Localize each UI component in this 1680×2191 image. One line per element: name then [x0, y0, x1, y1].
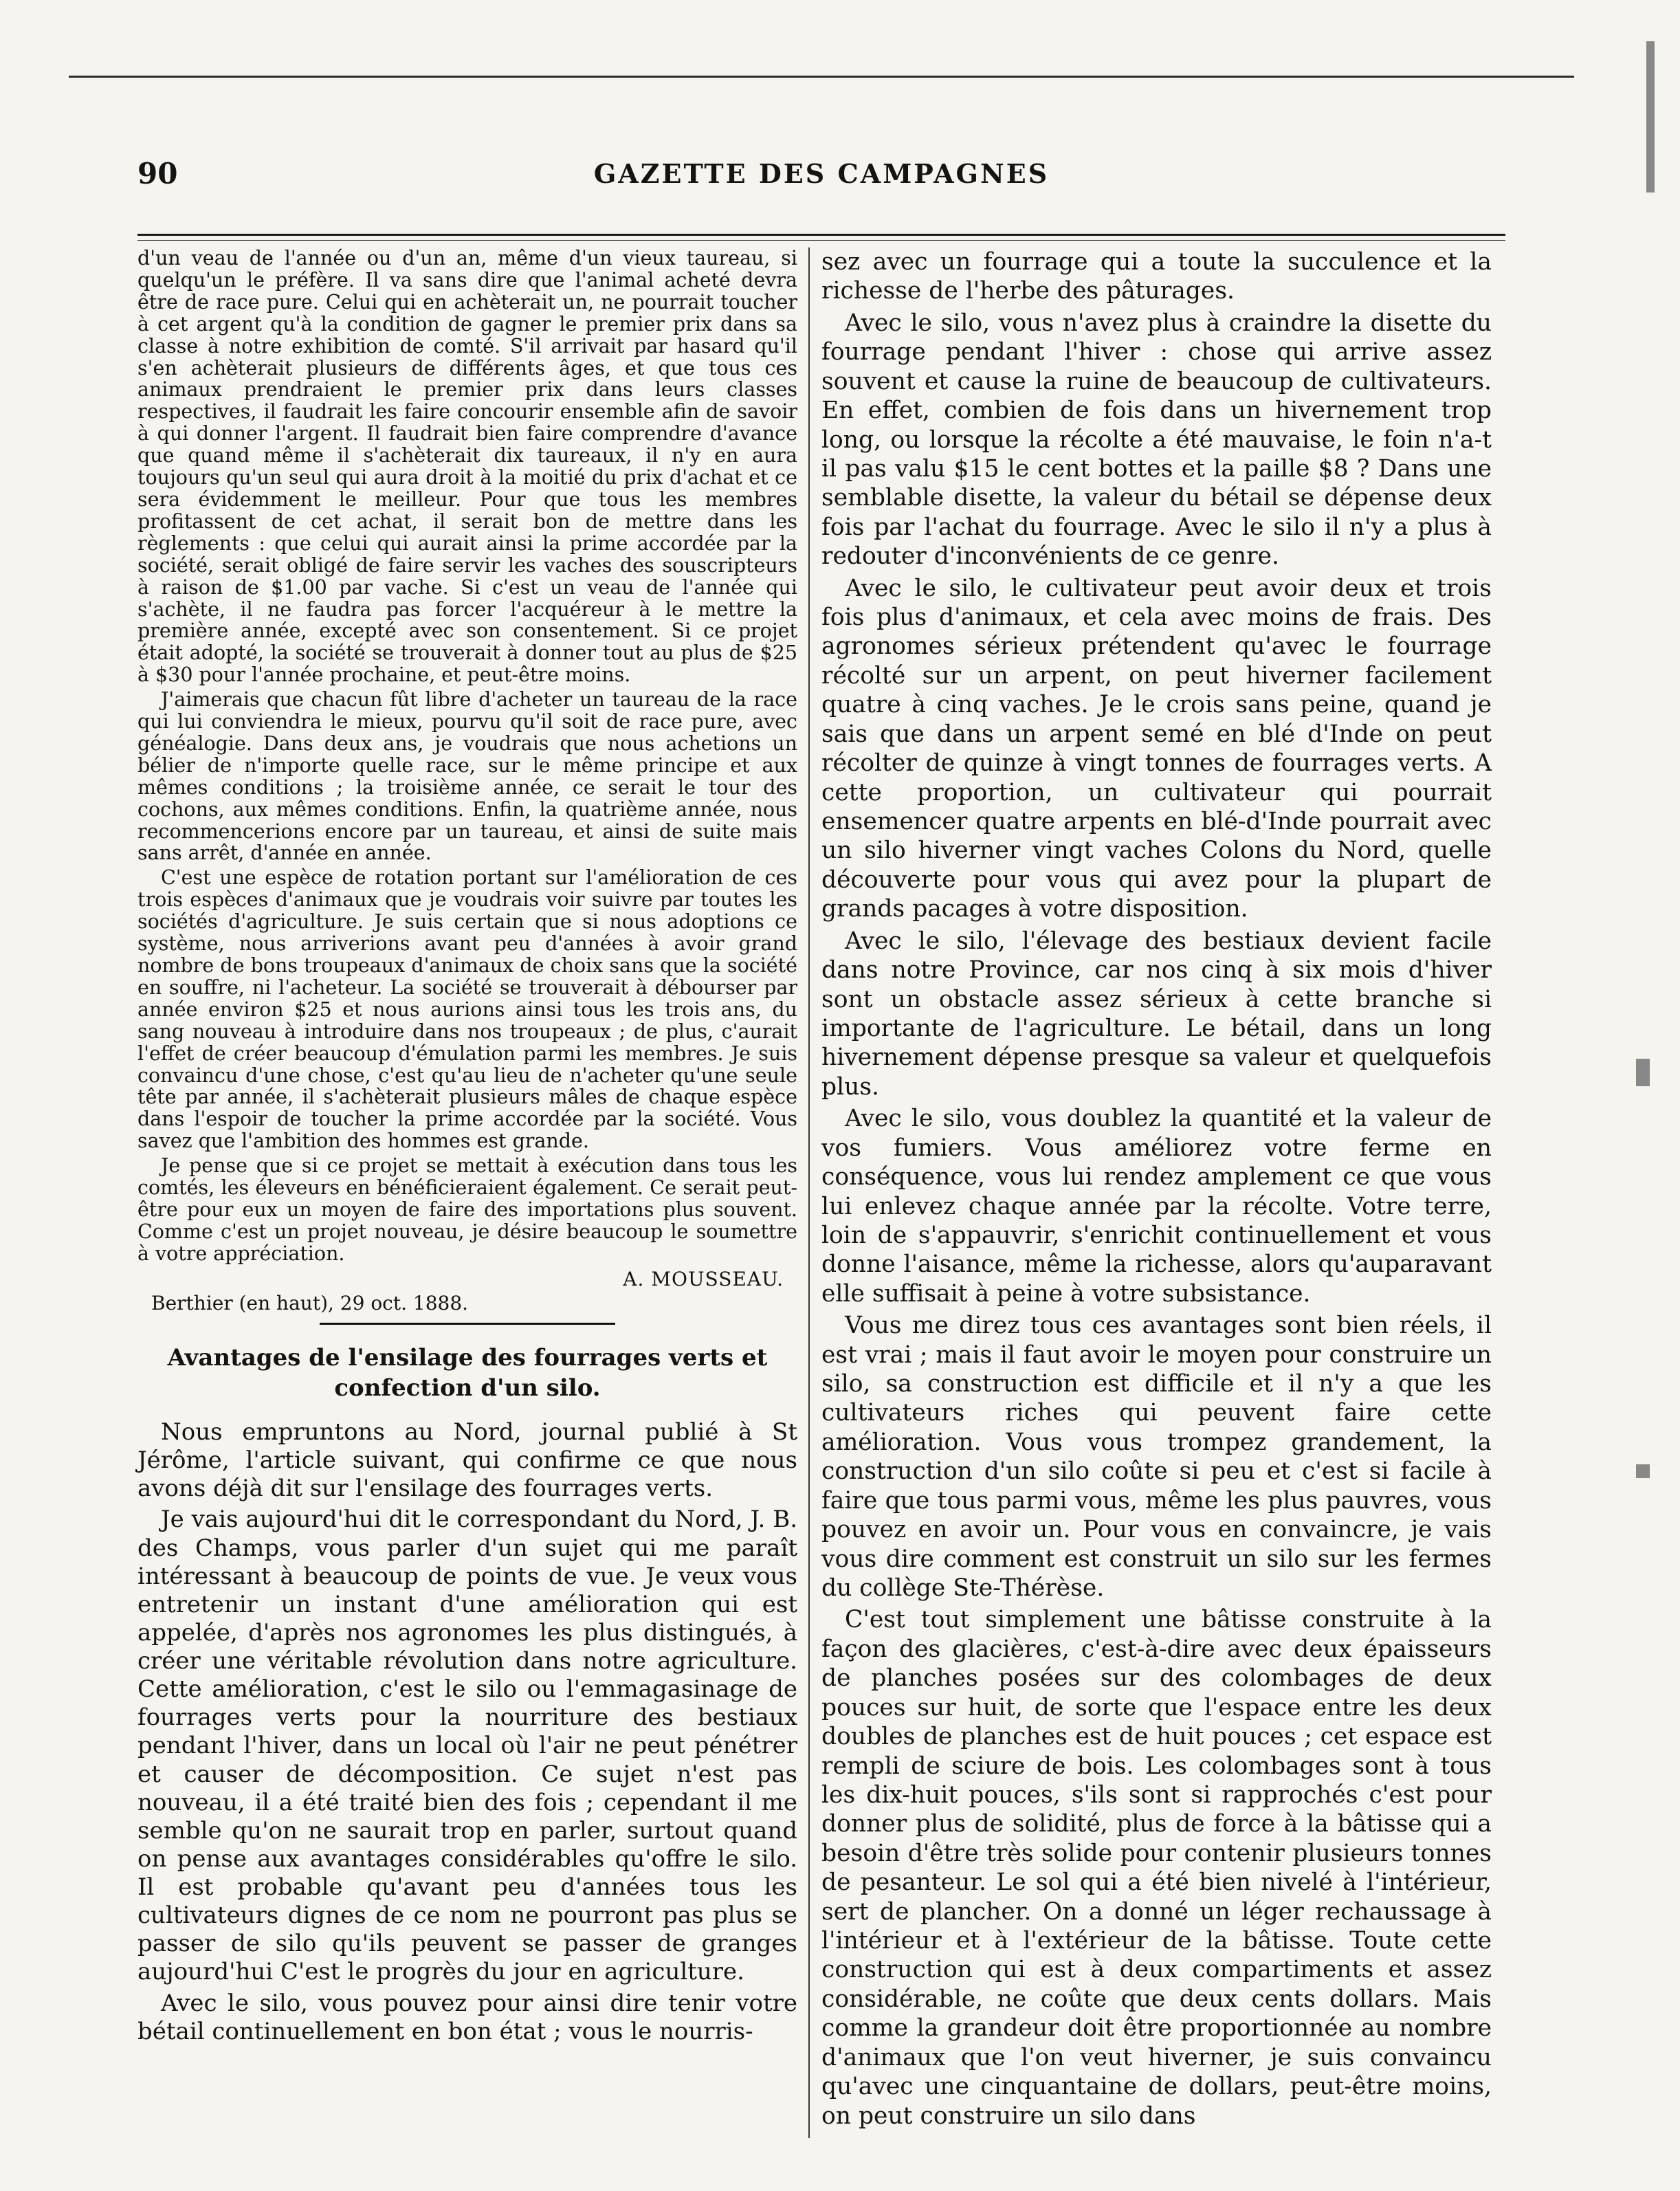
paragraph: Nous empruntons au Nord, journal publié à St Jérôme, l'article suivant, qui confirme ce que nous avons déjà dit sur l'ensilage des fourrages verts.: [137, 1418, 797, 1503]
binding-edge-mark: [1646, 41, 1655, 192]
binding-edge-mark: [1636, 1059, 1650, 1086]
header-rule: [137, 234, 1505, 241]
page-number: 90: [137, 157, 178, 190]
signature: A. MOUSSEAU.: [623, 1267, 784, 1290]
right-column: [821, 247, 1492, 2133]
paragraph: J'aimerais que chacun fût libre d'acheter un taureau de la race qui lui conviendra le mieux, pourvu qu'il soit de race pure, avec généalogie. Dans deux ans, je voudrais que nous achetions un bélier de n'importe quelle race, sur le même principe et aux mêmes conditions ; la troisième année, ce serait le tour des cochons, aux mêmes conditions. Enfin, la quatrième année, nous recommencerions encore par un taureau, et ainsi de suite mais sans arrêt, d'année en année.: [137, 688, 797, 865]
paragraph: sez avec un fourrage qui a toute la succulence et la richesse de l'herbe des pâturages.: [821, 248, 1492, 305]
page-header: [131, 157, 1512, 198]
paragraph: C'est tout simplement une bâtisse construite à la façon des glacières, c'est-à-dire avec deux épaisseurs de planches posées sur des colombages de deux pouces sur huit, de sorte que l'espace entre les deux doubles de planches est de huit pouces ; cet espace est rempli de sciure de bois. Les colombages sont à tous les dix-huit pouces, s'ils sont si rapprochés c'est pour donner plus de solidité, plus de force à la bâtisse qui a besoin d'être très solide pour contenir plusieurs tonnes de pesanteur. Le sol qui a été bien nivelé à l'intérieur, sert de plancher. On a donné un léger rechaussage à l'intérieur et à l'extérieur de la bâtisse. Toute cette construction qui est à deux compartiments et assez considérable, ne coûte que deux cents dollars. Mais comme la grandeur doit être proportionnée au nombre d'animaux que l'on veut hiverner, je suis convaincu qu'avec une cinquantaine de dollars, peut-être moins, on peut construire un silo dans: [821, 1606, 1492, 2130]
left-column: [137, 247, 797, 2049]
paragraph: Avec le silo, vous pouvez pour ainsi dire tenir votre bétail continuellement en bon état ; vous le nourris-: [137, 1989, 797, 2045]
paragraph: Vous me direz tous ces avantages sont bien réels, il est vrai ; mais il faut avoir le moyen pour construire un silo, sa construction est difficile et il n'y a que les cultivateurs riches qui peuvent faire cette amélioration. Vous vous trompez grandement, la construction d'un silo coûte si peu et c'est si facile à faire que tous parmi vous, même les plus pauvres, vous pouvez en avoir un. Pour vous en convaincre, je vais vous dire comment est construit un silo sur les fermes du collège Ste-Thérèse.: [821, 1312, 1492, 1602]
top-rule: [69, 76, 1574, 78]
dateline: Berthier (en haut), 29 oct. 1888.: [151, 1291, 469, 1314]
paragraph: Avec le silo, vous n'avez plus à craindre la disette du fourrage pendant l'hiver : chose qui arrive assez souvent et cause la ruine de beaucoup de cultivateurs. En effet, combien de fois dans un hivernement trop long, ou lorsque la récolte a été mauvaise, le foin n'a-t il pas valu $15 le cent bottes et la paille $8 ? Dans une semblable disette, la valeur du bétail se dépense deux fois par l'achat du fourrage. Avec le silo il n'y a plus à redouter d'inconvénients de ce genre.: [821, 309, 1492, 571]
section-divider: [320, 1323, 615, 1330]
binding-edge-mark: [1636, 1464, 1650, 1478]
article-title: Avantages de l'ensilage des fourrages verts et confection d'un silo.: [167, 1343, 768, 1402]
paragraph: Avec le silo, vous doublez la quantité et la valeur de vos fumiers. Vous améliorez votre ferme en conséquence, vous lui rendez amplement ce que vous lui enlevez chaque année par la récolte. Votre terre, loin de s'appauvrir, s'enrichit continuellement et vous donne l'aisance, même la richesse, alors qu'auparavant elle suffisait à peine à votre subsistance.: [821, 1105, 1492, 1308]
column-divider: [808, 247, 810, 2138]
paragraph: Je pense que si ce projet se mettait à exécution dans tous les comtés, les éleveurs en bénéficieraient également. Ce serait peut-être pour eux un moyen de faire des importations plus souvent. Comme c'est un projet nouveau, je désire beaucoup le soumettre à votre appréciation.: [137, 1154, 797, 1265]
running-title: GAZETTE DES CAMPAGNES: [593, 158, 1050, 189]
paragraph: d'un veau de l'année ou d'un an, même d'un vieux taureau, si quelqu'un le préfère. Il va sans dire que l'animal acheté devra être de race pure. Celui qui en achèterait un, ne pourrait toucher à cet argent qu'à la condition de gagner le premier prix dans sa classe à notre exhibition de comté. S'il arrivait par hasard qu'il s'en achèterait plusieurs de différents âges, et que tous ces animaux prendraient le premier prix dans leurs classes respectives, il faudrait les faire concourir ensemble afin de savoir à qui donner l'argent. Il faudrait bien faire comprendre d'avance que quand même il s'achèterait dix taureaux, il n'y en aura toujours qu'un seul qui aura droit à la moitié du prix d'achat et ce sera évidemment le meilleur. Pour que tous les membres profitassent de cet achat, il serait bon de mettre dans les règlements : que celui qui aurait ainsi la prime accordée par la société, serait obligé de faire servir les vaches des souscripteurs à raison de $1.00 par vache. Si c'est un veau de l'année qui s'achète, il ne faudra pas forcer l'acquéreur à le mettre la première année, excepté avec son consentement. Si ce projet était adopté, la société se trouverait à donner tout au plus de $25 à $30 pour l'année prochaine, et peut-être moins.: [137, 247, 797, 687]
article-body: [137, 1418, 797, 2046]
paragraph: Avec le silo, le cultivateur peut avoir deux et trois fois plus d'animaux, et cela avec moins de frais. Des agronomes sérieux prétendent qu'avec le fourrage récolté sur un arpent, on peut hiverner facilement quatre à cinq vaches. Je le crois sans peine, quand je sais que dans un arpent semé en blé d'Inde on peut récolter de quinze à vingt tonnes de fourrages verts. A cette proportion, un cultivateur qui pourrait ensemencer quatre arpents en blé-d'Inde pourrait avec un silo hiverner vingt vaches Colons du Nord, quelle découverte pour vous qui avez pour la plupart de grands pacages à votre disposition.: [821, 574, 1492, 923]
paragraph: C'est une espèce de rotation portant sur l'amélioration de ces trois espèces d'animaux que je voudrais voir suivre par toutes les sociétés d'agriculture. Je suis certain que si nous adoptions ce système, nous arriverions avant peu d'années à avoir grand nombre de bons troupeaux d'animaux de choix sans que la société en souffre, ni l'acheteur. La société se trouverait à débourser par année environ $25 et nous aurions ainsi tous les trois ans, du sang nouveau à introduire dans nos troupeaux ; de plus, c'aurait l'effet de créer beaucoup d'émulation parmi les membres. Je suis convaincu d'une chose, c'est qu'au lieu de n'acheter qu'une seule tête par année, il s'achèterait plusieurs mâles de chaque espèce dans l'espoir de toucher la prime accordée par la société. Vous savez que l'ambition des hommes est grande.: [137, 866, 797, 1153]
paragraph: Je vais aujourd'hui dit le correspondant du Nord, J. B. des Champs, vous parler d'un sujet qui me paraît intéressant à beaucoup de points de vue. Je veux vous entretenir un instant d'une amélioration qui est appelée, d'après nos agronomes les plus distingués, à créer une véritable révolution dans notre agriculture. Cette amélioration, c'est le silo ou l'emmagasinage de fourrages verts pour la nourriture des bestiaux pendant l'hiver, dans un local où l'air ne peut pénétrer et causer de décomposition. Ce sujet n'est pas nouveau, il a été traité bien des fois ; cependant il me semble qu'on ne saurait trop en parler, surtout quand on pense aux avantages considérables qu'offre le silo. Il est probable qu'avant peu d'années tous les cultivateurs dignes de ce nom ne pourront pas plus se passer de silo qu'ils peuvent se passer de granges aujourd'hui C'est le progrès du jour en agriculture.: [137, 1506, 797, 1986]
letter-continuation: [137, 247, 797, 1314]
paragraph: Avec le silo, l'élevage des bestiaux devient facile dans notre Province, car nos cinq à six mois d'hiver sont un obstacle assez sérieux à cette branche si importante de l'agriculture. Le bétail, dans un long hivernement dépense presque sa valeur et quelquefois plus.: [821, 927, 1492, 1101]
